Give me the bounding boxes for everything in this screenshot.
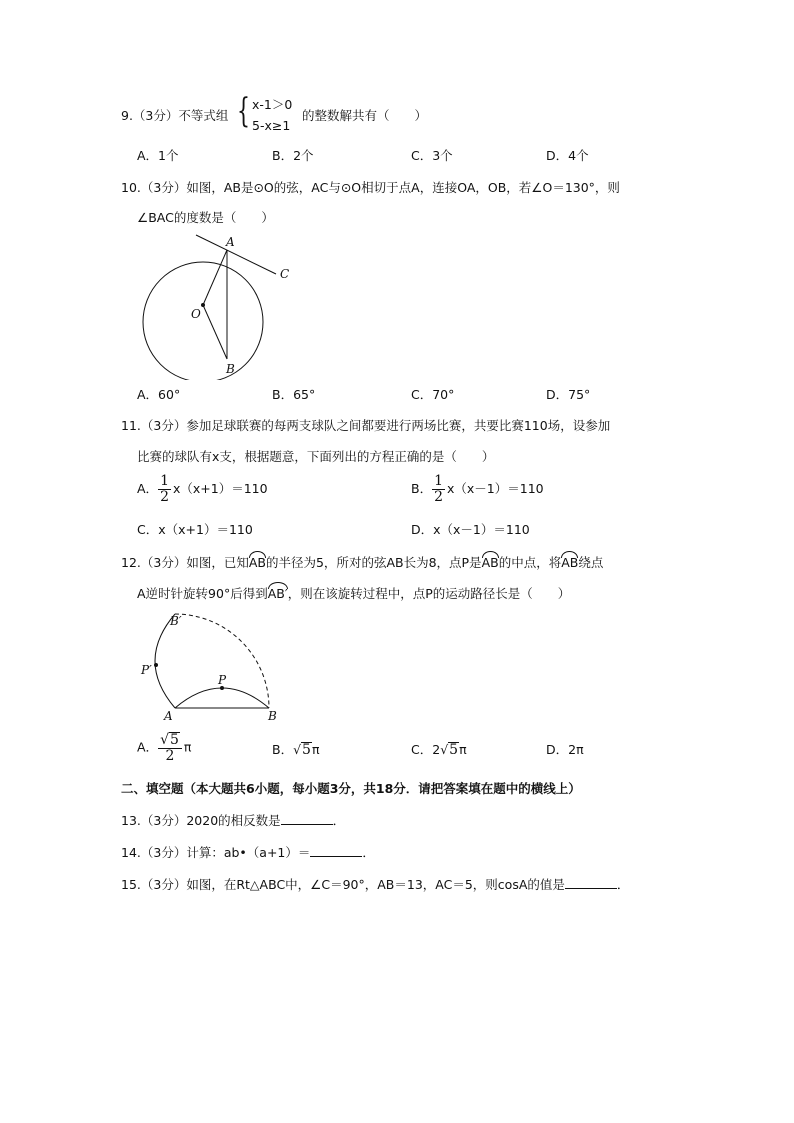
q11-stem-line2: 比赛的球队有x支，根据题意，下面列出的方程正确的是（ ） — [137, 449, 495, 464]
point-p-prime — [154, 663, 158, 667]
q14-text: 14.（3分）计算：ab•（a+1）＝ — [121, 845, 311, 860]
q10-stem-line1: 10.（3分）如图，AB是⊙O的弦，AC与⊙O相切于点A，连接OA，OB，若∠O＝130°，则 — [121, 180, 620, 195]
q12-option-b-letter: B． — [272, 742, 294, 757]
fraction-numerator — [158, 732, 182, 749]
radius-ob — [203, 305, 227, 359]
q12-text-part2: 的半径为5，所对的弦AB长为8，点P是 — [265, 555, 482, 570]
label-b: B — [226, 362, 235, 376]
q15-stem — [121, 875, 629, 893]
label-a: A — [226, 235, 235, 249]
label-c: C — [280, 267, 290, 281]
answer-blank — [310, 845, 362, 857]
label-p-prime: P′ — [141, 663, 152, 677]
q11-option-b — [411, 474, 544, 505]
q9-option-d: D．4个 — [546, 148, 589, 163]
q11-option-c: C．x（x+1）＝110 — [137, 522, 253, 537]
q12-option-b — [272, 740, 320, 758]
fraction-denominator: 2 — [160, 489, 169, 505]
circle-o — [143, 262, 263, 380]
q11-option-a — [137, 474, 268, 505]
radicand: 5 — [302, 742, 311, 758]
q12-option-a-pi: π — [183, 739, 192, 755]
arc-ab-symbol: AB — [561, 551, 578, 570]
answer-blank — [281, 813, 333, 825]
q12-text-part6: ，则在该旋转过程中，点P的运动路径长是（ ） — [287, 586, 571, 601]
q14-end: ． — [362, 845, 375, 860]
q12-option-b-pi: π — [311, 742, 320, 757]
radicand: 5 — [169, 732, 179, 748]
q12-option-d: D．2π — [546, 742, 584, 757]
q11-stem-line1: 11.（3分）参加足球联赛的每两支球队之间都要进行两场比赛，共要比赛110场，设参加 — [121, 418, 611, 433]
q12-text-part5: A逆时针旋转90°后得到 — [137, 586, 268, 601]
center-point-o — [201, 303, 205, 307]
q15-end: ． — [616, 877, 630, 892]
q11-option-a-expr: x（x+1）＝110 — [172, 481, 268, 496]
label-p: P — [218, 673, 227, 687]
q13-text: 13.（3分）2020的相反数是 — [121, 813, 281, 828]
q11-option-a-letter: A． — [137, 481, 159, 496]
arc-ab-symbol: AB — [482, 551, 499, 570]
rotation-path-dashed — [175, 614, 269, 708]
q9-inequality-2: 5-x≥1 — [252, 118, 291, 133]
fraction-numerator: 1 — [160, 473, 169, 489]
q12-option-a-letter: A． — [137, 739, 159, 755]
section-2-heading: 二、填空题（本大题共6小题，每小题3分，共18分．请把答案填在题中的横线上） — [121, 781, 581, 796]
fraction-root5-over-2 — [158, 732, 182, 764]
fraction-denominator: 2 — [165, 748, 175, 764]
q10-stem-line2: ∠BAC的度数是（ ） — [137, 210, 274, 225]
q9-stem-suffix: 的整数解共有（ ） — [302, 108, 428, 123]
arc-ab — [175, 688, 269, 708]
q12-text-part3: 的中点，将 — [498, 555, 562, 570]
label-a: A — [164, 709, 173, 723]
q12-option-c-pi: π — [459, 742, 467, 757]
label-b: B — [268, 709, 277, 723]
q12-option-c-letter: C．2 — [411, 742, 441, 757]
q10-option-a: A．60° — [137, 387, 181, 402]
q11-option-d: D．x（x－1）＝110 — [411, 522, 530, 537]
fraction-one-half — [158, 474, 171, 505]
sqrt-symbol: √5 — [293, 742, 311, 758]
q10-circle-figure — [130, 230, 310, 380]
q12-stem-line1 — [121, 551, 603, 571]
label-o: O — [191, 307, 201, 321]
q9-inequality-1: x-1＞0 — [252, 97, 293, 112]
radicand: 5 — [449, 742, 459, 758]
q12-option-a — [137, 732, 191, 764]
q9-option-a: A．1个 — [137, 148, 179, 163]
q11-option-b-letter: B． — [411, 481, 433, 496]
arc-ab-prime-symbol: AB′ — [268, 582, 288, 601]
tangent-line-ac — [196, 235, 276, 274]
q12-text-part4: 绕点 — [578, 555, 604, 570]
sqrt-symbol: √5 — [440, 742, 459, 758]
arc-ab-symbol: AB — [249, 551, 266, 570]
fraction-denominator: 2 — [434, 489, 443, 505]
fraction-one-half — [432, 474, 445, 505]
q10-option-c: C．70° — [411, 387, 455, 402]
q12-stem-line2 — [137, 582, 570, 602]
q14-stem — [121, 843, 375, 861]
q13-end: ． — [332, 813, 346, 828]
q9-stem-prefix: 9.（3分）不等式组 — [121, 108, 229, 123]
label-b-prime: B′ — [170, 614, 182, 628]
arc-ab-prime — [155, 614, 175, 708]
q12-text-part1: 12.（3分）如图，已知 — [121, 555, 249, 570]
q12-rotation-figure — [135, 608, 295, 726]
q9-option-c: C．3个 — [411, 148, 453, 163]
q9-option-b: B．2个 — [272, 148, 314, 163]
q10-option-b: B．65° — [272, 387, 316, 402]
q15-text: 15.（3分）如图，在Rt△ABC中，∠C＝90°，AB＝13，AC＝5，则cosA的值是 — [121, 877, 565, 892]
fraction-numerator: 1 — [434, 473, 443, 489]
radius-oa — [203, 250, 227, 305]
q11-option-b-expr: x（x－1）＝110 — [447, 481, 544, 496]
q12-option-c — [411, 740, 467, 758]
q13-stem — [121, 811, 345, 829]
q10-option-d: D．75° — [546, 387, 591, 402]
answer-blank — [565, 877, 617, 889]
system-brace: { — [237, 91, 250, 131]
sqrt-symbol: √5 — [160, 732, 179, 748]
